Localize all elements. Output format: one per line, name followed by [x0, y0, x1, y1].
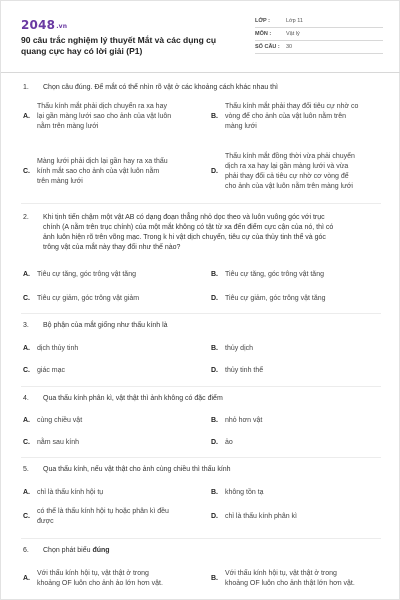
- worksheet-meta: [255, 15, 383, 54]
- question-2: 2. Khi tịnh tiến chậm một vật AB có dạng đoạn thẳng nhỏ dọc theo và luôn vuông góc với trục chính (A nằm trên trục chính) của một mắt không có tật từ xa đến điểm cực cận của nó, thì có ảnh luôn hiện rõ trên võng mạc. Trong k hi vật dịch chuyển, tiêu cự của thủy tinh thể và góc trông vật của mắt này thay đổi như thế nào?: [23, 214, 334, 251]
- header-divider: [1, 72, 400, 73]
- question-separator: [21, 203, 381, 204]
- site-logo[interactable]: 2048.vn: [21, 18, 68, 32]
- question-separator: [21, 538, 381, 539]
- question-separator: [21, 313, 381, 314]
- meta-grade: LỚP : Lớp 11: [255, 15, 383, 28]
- meta-question-count: SỐ CÂU : 30: [255, 41, 383, 54]
- worksheet-page: 2048.vn 90 câu trắc nghiệm lý thuyết Mắt và các dụng cụ quang cực hay có lời giải (P1) LỚP : Lớp 11 MÔN : Vật lý SỐ CÂU : 30 1. Chọn câu đúng. Để mắt có thể nhìn rõ vật ở các khoảng cách khác nhau thì A. Thấu kính mắt phải dịch chuyển ra xa hay lại gần màng lưới sao cho ảnh của vật luôn nằm trên màng lưới B. Thấu kính mắt phải thay đổi tiêu cự nhờ co vòng để cho ảnh của vật luôn nằm trên màng lưới C. Màng lưới phải dịch lại gần hay ra xa thấu kính mắt sao cho ảnh của vật luôn nằm trên màng lưới D. Thấu kính mắt đồng thời vừa phải chuyển dịch ra xa hay lại gần màng lưới và vừa phải thay đổi cả tiêu cự nhờ cơ vòng để cho ảnh của vật luôn nằm trên màng lưới 2. Khi tịnh tiến chậm một vật AB có dạng đoạn thẳng nhỏ dọc theo và luôn vuông góc với trục chính (A nằm trên trục chính) của một mắt không có tật từ xa đến điểm cực cận của nó, thì có ảnh luôn hiện rõ trên võng mạc. Trong k hi vật dịch chuyển, tiêu cự của thủy tinh thể và góc trông vật của mắt này thay đổi như thế nào? A. Tiêu cự tăng, góc trông vật tăng B. Tiêu cự tăng, góc trông vật tăng C. Tiêu cự giảm, góc trông vật giảm D. Tiêu cự giảm, góc trông vật tăng 3. Bộ phận của mắt giống như thấu kính là A. dịch thủy tinh B. thủy dịch C. giác mạc D. thủy tinh thể 4. Qua thấu kính phân kì, vật thật thì ảnh không có đặc điểm A. cùng chiều vật B. nhỏ hơn vật C. nằm sau kính D. ảo 5. Qua thấu kính, nếu vật thật cho ảnh cùng chiều thì thấu kính A. chỉ là thấu kính hội tụ B. không tồn tạ C. có thể là thấu kính hội tụ hoặc phân kì đều được D. chỉ là thấu kính phân kì 6. Chọn phát biểu đúng A. Với thấu kính hội tụ, vật thật ở trong khoảng OF luôn cho ảnh ảo lớn hơn vật. B. Với thấu kính hội tụ, vật thật ở trong khoảng OF luôn cho ảnh thật lớn hơn vật.: [0, 0, 400, 600]
- meta-subject: MÔN : Vật lý: [255, 28, 383, 41]
- question-separator: [21, 457, 381, 458]
- question-separator: [21, 386, 381, 387]
- worksheet-title: 90 câu trắc nghiệm lý thuyết Mắt và các dụng cụ quang cực hay có lời giải (P1): [21, 35, 217, 56]
- worksheet-header: [21, 15, 383, 65]
